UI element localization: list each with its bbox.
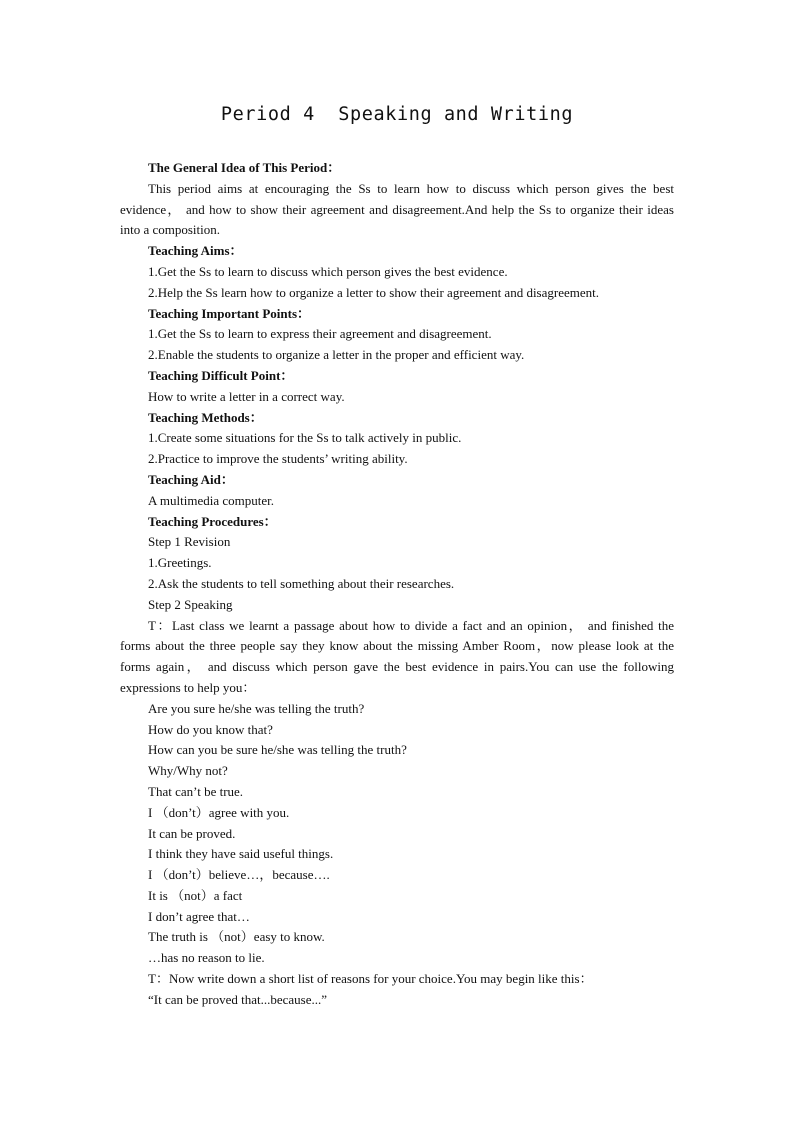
heading-difficult-point: Teaching Difficult Point： xyxy=(148,367,294,383)
step-1-heading: Step 1 Revision xyxy=(148,534,231,550)
teacher-instruction-1: T：Last class we learnt a passage about how to divide a fact and an opinion， and finished the forms about the three people say they know about the missing Amber Room，now please look at the forms again， and discuss which person gave the best evidence in pairs.You can use the following expressions to help you： xyxy=(120,617,674,695)
expression-item: I think they have said useful things. xyxy=(148,846,334,862)
expression-item: It can be proved. xyxy=(148,825,236,841)
method-2: 2.Practice to improve the students’ writing ability. xyxy=(148,451,408,467)
heading-general-idea: The General Idea of This Period： xyxy=(148,160,341,175)
expression-item: How do you know that? xyxy=(148,721,273,737)
important-point-1: 1.Get the Ss to learn to express their agreement and disagreement. xyxy=(148,326,492,342)
teacher-instruction-2: T：Now write down a short list of reasons for your choice.You may begin like this： xyxy=(148,971,593,987)
document-body xyxy=(120,158,674,1011)
heading-important-points: Teaching Important Points： xyxy=(148,305,311,321)
expression-item: The truth is （not）easy to know. xyxy=(148,929,325,945)
expression-item: Why/Why not? xyxy=(148,763,228,779)
important-point-2: 2.Enable the students to organize a letter in the proper and efficient way. xyxy=(148,347,525,363)
page-title: Period 4 Speaking and Writing xyxy=(220,104,574,125)
teaching-aid: A multimedia computer. xyxy=(148,492,275,508)
step-2-heading: Step 2 Speaking xyxy=(148,596,233,612)
expression-item: I don’t agree that… xyxy=(148,908,250,924)
expression-item: Are you sure he/she was telling the truth? xyxy=(148,700,365,716)
heading-teaching-aims: Teaching Aims： xyxy=(148,243,243,259)
heading-teaching-procedures: Teaching Procedures： xyxy=(148,513,277,529)
expression-item: …has no reason to lie. xyxy=(148,950,265,966)
heading-teaching-aid: Teaching Aid： xyxy=(148,471,234,487)
step-1-item-1: 1.Greetings. xyxy=(148,555,212,571)
paragraph-general-idea: This period aims at encouraging the Ss to learn how to discuss which person gives the best evidence， and how to show their agreement and disagreement.And help the Ss to organize their ideas into a composition. xyxy=(120,180,674,238)
heading-teaching-methods: Teaching Methods： xyxy=(148,409,263,425)
method-1: 1.Create some situations for the Ss to talk actively in public. xyxy=(148,430,462,446)
step-1-item-2: 2.Ask the students to tell something about their researches. xyxy=(148,575,455,591)
example-sentence: “It can be proved that...because...” xyxy=(148,991,328,1007)
expression-item: I （don’t）believe…，because…. xyxy=(148,867,330,883)
difficult-point: How to write a letter in a correct way. xyxy=(148,388,345,404)
aim-1: 1.Get the Ss to learn to discuss which person gives the best evidence. xyxy=(148,263,508,279)
expression-item: That can’t be true. xyxy=(148,783,244,799)
expression-item: How can you be sure he/she was telling the truth? xyxy=(148,742,407,758)
expression-item: I （don’t）agree with you. xyxy=(148,804,290,820)
expression-item: It is （not）a fact xyxy=(148,887,243,903)
aim-2: 2.Help the Ss learn how to organize a letter to show their agreement and disagreement. xyxy=(148,284,600,300)
